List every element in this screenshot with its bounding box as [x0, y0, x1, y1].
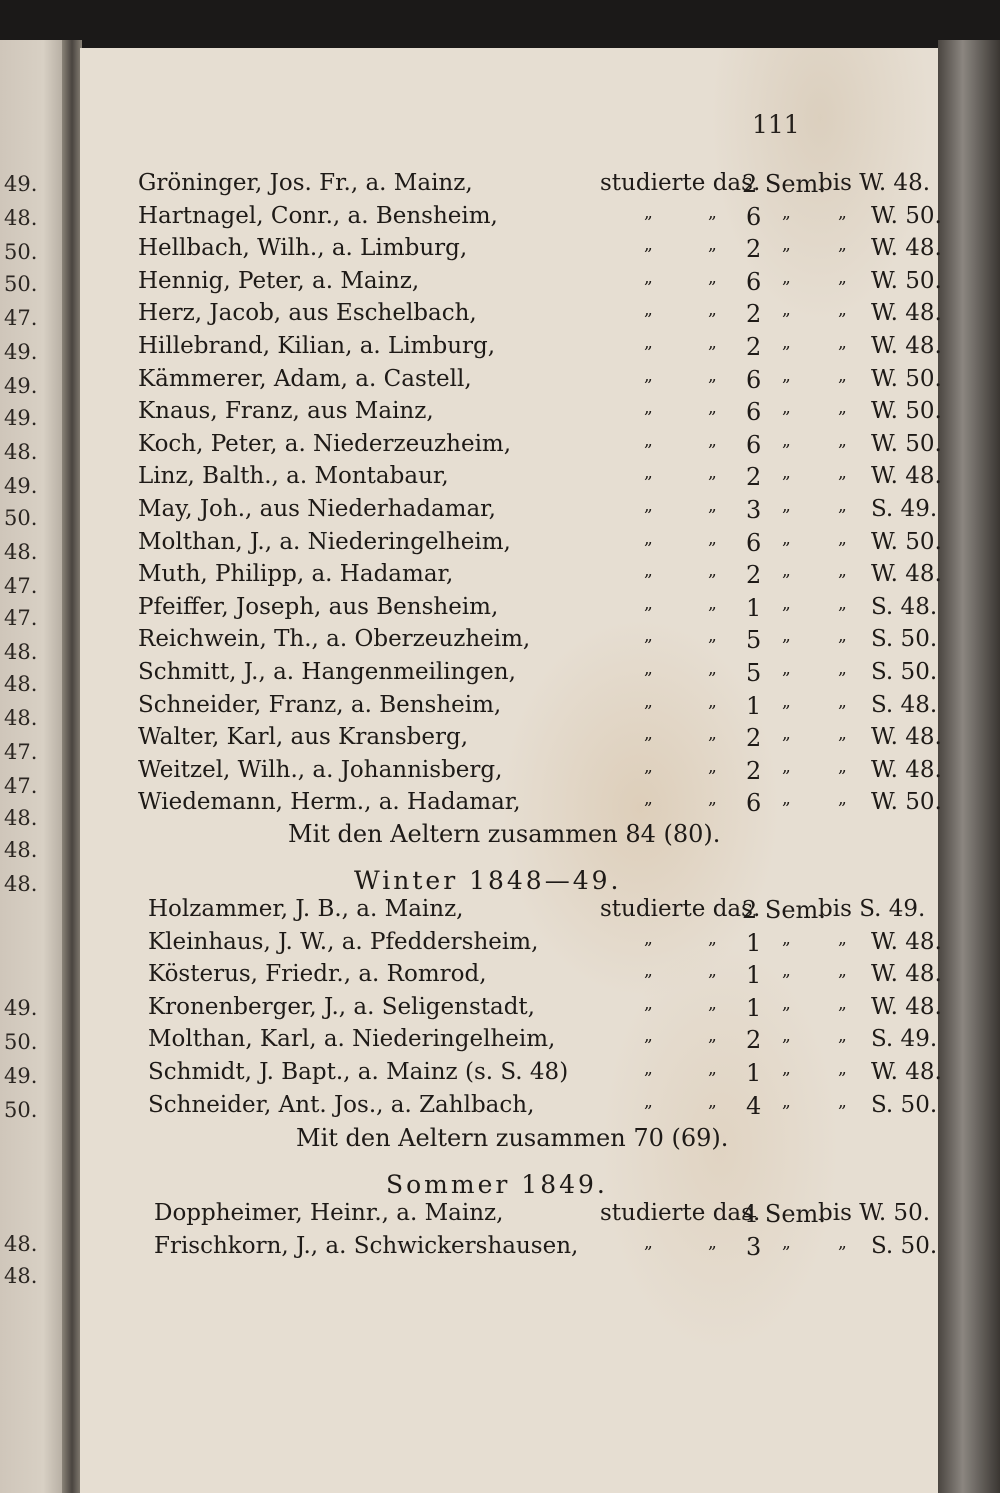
until-term: S. 50.	[871, 659, 938, 685]
facing-page-number: 49.	[4, 1064, 38, 1088]
ditto-mark: „	[708, 430, 717, 451]
ditto-mark: „	[644, 496, 653, 516]
student-name: Frischkorn, J., a. Schwickershausen,	[154, 1233, 579, 1259]
facing-page-number: 50.	[4, 272, 38, 296]
register-entry	[138, 235, 942, 267]
facing-page-number: 48.	[4, 640, 38, 664]
until-term: bis S. 49.	[818, 896, 926, 922]
ditto-mark: „	[838, 993, 847, 1014]
ditto-mark: „	[782, 928, 791, 949]
ditto-mark: „	[782, 961, 791, 982]
student-name: Hartnagel, Conr., a. Bensheim,	[138, 202, 498, 229]
until-term: W. 50.	[871, 430, 942, 457]
ditto-mark: „	[782, 756, 791, 777]
facing-page-number: 49.	[4, 406, 38, 430]
ditto-mark: „	[708, 267, 717, 288]
ditto-mark: „	[644, 928, 653, 949]
ditto-mark: „	[838, 659, 847, 679]
ditto-mark: „	[838, 961, 847, 982]
ditto-mark: „	[782, 993, 791, 1014]
ditto-mark: „	[838, 724, 847, 745]
student-name: Walter, Karl, aus Kransberg,	[138, 724, 469, 751]
ditto-mark: „	[838, 463, 847, 484]
facing-page-number: 48.	[4, 1232, 38, 1256]
summary-section2: Mit den Aeltern zusammen 70 (69).	[296, 1124, 729, 1152]
student-name: Koch, Peter, a. Niederzeuzheim,	[138, 430, 512, 457]
facing-page-number: 49.	[4, 340, 38, 364]
studied-label: studierte das.	[600, 170, 761, 196]
semesters: 2 Sem.	[742, 170, 826, 198]
ditto-mark: „	[644, 993, 653, 1014]
register-entry	[138, 593, 938, 626]
ditto-mark: „	[838, 691, 847, 712]
semesters: 6	[746, 202, 762, 231]
until-term: W. 48.	[871, 993, 942, 1020]
student-name: Kösterus, Friedr., a. Romrod,	[148, 961, 487, 988]
facing-page-number: 47.	[4, 574, 38, 598]
student-name: Doppheimer, Heinr., a. Mainz,	[154, 1200, 504, 1226]
facing-page-number: 48.	[4, 838, 38, 862]
student-name: Holzammer, J. B., a. Mainz,	[148, 896, 464, 922]
ditto-mark: „	[708, 1091, 717, 1112]
ditto-mark: „	[782, 202, 791, 223]
ditto-mark: „	[838, 267, 847, 288]
semesters: 2	[746, 235, 762, 264]
ditto-mark: „	[838, 365, 847, 386]
until-term: W. 48.	[871, 724, 942, 751]
ditto-mark: „	[708, 561, 717, 582]
semesters: 6	[746, 365, 762, 394]
student-name: Molthan, J., a. Niederingelheim,	[138, 528, 511, 555]
ditto-mark: „	[644, 561, 653, 582]
until-term: W. 50.	[871, 789, 942, 816]
ditto-mark: „	[708, 1026, 717, 1047]
ditto-mark: „	[782, 659, 791, 679]
semesters: 4 Sem.	[742, 1200, 826, 1228]
ditto-mark: „	[782, 691, 791, 712]
ditto-mark: „	[782, 724, 791, 745]
student-name: Schmidt, J. Bapt., a. Mainz (s. S. 48)	[148, 1059, 569, 1085]
register-entry	[138, 365, 942, 398]
register-entry	[148, 1026, 938, 1058]
register-entry	[138, 398, 942, 430]
ditto-mark: „	[644, 659, 653, 679]
student-name: Hillebrand, Kilian, a. Limburg,	[138, 333, 496, 359]
ditto-mark: „	[838, 528, 847, 549]
ditto-mark: „	[708, 235, 717, 256]
ditto-mark: „	[782, 1026, 791, 1047]
facing-page-number: 50.	[4, 1098, 38, 1122]
register-entry	[148, 993, 942, 1026]
until-term: W. 48.	[871, 333, 942, 359]
ditto-mark: „	[708, 593, 717, 614]
semesters: 5	[746, 659, 762, 687]
student-name: Reichwein, Th., a. Oberzeuzheim,	[138, 626, 531, 653]
ditto-mark: „	[644, 365, 653, 386]
ditto-mark: „	[838, 593, 847, 614]
until-term: S. 50.	[871, 1233, 938, 1259]
facing-page-number: 48.	[4, 806, 38, 830]
until-term: W. 50.	[871, 365, 942, 392]
ditto-mark: „	[644, 691, 653, 712]
semesters: 6	[746, 528, 762, 557]
until-term: W. 48.	[871, 300, 942, 327]
register-entry	[138, 496, 938, 528]
semesters: 2	[746, 300, 762, 329]
ditto-mark: „	[644, 463, 653, 484]
ditto-mark: „	[644, 961, 653, 982]
semesters: 3	[746, 1233, 762, 1261]
facing-page-number: 48.	[4, 706, 38, 730]
ditto-mark: „	[782, 496, 791, 516]
ditto-mark: „	[644, 1026, 653, 1047]
ditto-mark: „	[644, 626, 653, 647]
ditto-mark: „	[782, 593, 791, 614]
ditto-mark: „	[838, 626, 847, 647]
student-name: Schneider, Franz, a. Bensheim,	[138, 691, 502, 718]
ditto-mark: „	[782, 333, 791, 353]
student-name: Molthan, Karl, a. Niederingelheim,	[148, 1026, 556, 1053]
ditto-mark: „	[708, 300, 717, 321]
facing-page-number: 49.	[4, 374, 38, 398]
until-term: W. 48.	[871, 756, 942, 783]
ditto-mark: „	[708, 928, 717, 949]
ditto-mark: „	[838, 1233, 847, 1253]
student-name: Herz, Jacob, aus Eschelbach,	[138, 300, 477, 327]
scan-background-top	[0, 0, 1000, 46]
ditto-mark: „	[782, 789, 791, 810]
ditto-mark: „	[708, 756, 717, 777]
ditto-mark: „	[782, 561, 791, 582]
facing-page-number: 49.	[4, 474, 38, 498]
facing-page-number: 48.	[4, 672, 38, 696]
until-term: W. 48.	[871, 928, 942, 955]
register-entry	[138, 463, 942, 495]
student-name: Schmitt, J., a. Hangenmeilingen,	[138, 659, 516, 685]
ditto-mark: „	[782, 365, 791, 386]
register-entry	[138, 691, 938, 724]
ditto-mark: „	[708, 659, 717, 679]
ditto-mark: „	[708, 724, 717, 745]
ditto-mark: „	[838, 1091, 847, 1112]
facing-page-number: 48.	[4, 540, 38, 564]
ditto-mark: „	[782, 1059, 791, 1079]
register-entry	[138, 659, 938, 691]
semesters: 6	[746, 789, 762, 818]
student-name: Muth, Philipp, a. Hadamar,	[138, 561, 454, 588]
until-term: S. 48.	[871, 593, 938, 620]
ditto-mark: „	[644, 1233, 653, 1253]
student-name: Kleinhaus, J. W., a. Pfeddersheim,	[148, 928, 539, 955]
facing-page-number: 48.	[4, 440, 38, 464]
facing-page-number: 47.	[4, 306, 38, 330]
semesters: 6	[746, 430, 762, 459]
register-entry	[148, 1091, 938, 1124]
semesters: 6	[746, 267, 762, 296]
ditto-mark: „	[708, 626, 717, 647]
student-name: Gröninger, Jos. Fr., a. Mainz,	[138, 170, 473, 196]
ditto-mark: „	[644, 333, 653, 353]
semesters: 2	[746, 561, 762, 590]
student-name: Kronenberger, J., a. Seligenstadt,	[148, 993, 535, 1020]
until-term: W. 48.	[871, 1059, 942, 1085]
studied-label: studierte das.	[600, 896, 761, 922]
until-term: W. 48.	[871, 561, 942, 588]
ditto-mark: „	[708, 1233, 717, 1253]
ditto-mark: „	[838, 235, 847, 256]
semesters: 2 Sem.	[742, 896, 826, 924]
summary-section1: Mit den Aeltern zusammen 84 (80).	[288, 820, 721, 848]
student-name: Linz, Balth., a. Montabaur,	[138, 463, 449, 490]
semesters: 1	[746, 928, 762, 957]
student-name: Hellbach, Wilh., a. Limburg,	[138, 235, 468, 262]
ditto-mark: „	[708, 398, 717, 419]
semesters: 3	[746, 496, 762, 524]
until-term: S. 48.	[871, 691, 938, 718]
ditto-mark: „	[644, 300, 653, 321]
semesters: 2	[746, 333, 762, 361]
semesters: 2	[746, 724, 762, 753]
ditto-mark: „	[708, 365, 717, 386]
ditto-mark: „	[644, 398, 653, 419]
facing-page-number: 48.	[4, 1264, 38, 1288]
facing-page-number: 50.	[4, 506, 38, 530]
heading-winter: Winter 1848—49.	[354, 866, 622, 895]
ditto-mark: „	[838, 1026, 847, 1047]
until-term: S. 49.	[871, 1026, 938, 1053]
until-term: W. 50.	[871, 398, 942, 425]
ditto-mark: „	[838, 430, 847, 451]
ditto-mark: „	[782, 463, 791, 484]
ditto-mark: „	[782, 235, 791, 256]
facing-page-number: 47.	[4, 606, 38, 630]
semesters: 1	[746, 961, 762, 990]
ditto-mark: „	[644, 789, 653, 810]
ditto-mark: „	[644, 756, 653, 777]
ditto-mark: „	[782, 528, 791, 549]
until-term: bis W. 48.	[818, 170, 931, 196]
student-name: Schneider, Ant. Jos., a. Zahlbach,	[148, 1091, 535, 1118]
facing-page-number: 48.	[4, 206, 38, 230]
until-term: S. 50.	[871, 626, 938, 653]
student-name: Wiedemann, Herm., a. Hadamar,	[138, 789, 521, 816]
register-entry	[154, 1233, 938, 1265]
facing-page-number: 47.	[4, 774, 38, 798]
register-entry	[138, 756, 942, 789]
semesters: 4	[746, 1091, 762, 1120]
register-entry	[138, 724, 942, 756]
until-term: S. 49.	[871, 496, 938, 522]
register-entry	[138, 170, 931, 202]
ditto-mark: „	[708, 496, 717, 516]
ditto-mark: „	[644, 724, 653, 745]
ditto-mark: „	[644, 593, 653, 614]
student-name: May, Joh., aus Niederhadamar,	[138, 496, 496, 522]
facing-page-number: 49.	[4, 996, 38, 1020]
ditto-mark: „	[644, 202, 653, 223]
ditto-mark: „	[644, 1059, 653, 1079]
page-number: 111	[752, 110, 800, 139]
ditto-mark: „	[838, 561, 847, 582]
book-cover-edge	[938, 40, 1000, 1493]
until-term: W. 50.	[871, 528, 942, 555]
ditto-mark: „	[708, 1059, 717, 1079]
register-entry	[138, 333, 942, 365]
ditto-mark: „	[644, 528, 653, 549]
student-name: Hennig, Peter, a. Mainz,	[138, 267, 420, 294]
register-entry	[138, 300, 942, 332]
ditto-mark: „	[782, 267, 791, 288]
until-term: W. 48.	[871, 235, 942, 262]
facing-page-number: 48.	[4, 872, 38, 896]
ditto-mark: „	[782, 626, 791, 647]
ditto-mark: „	[708, 463, 717, 484]
register-entry	[148, 1059, 942, 1091]
register-entry	[154, 1200, 931, 1232]
student-name: Kämmerer, Adam, a. Castell,	[138, 365, 472, 392]
ditto-mark: „	[708, 333, 717, 353]
ditto-mark: „	[782, 398, 791, 419]
semesters: 2	[746, 756, 762, 785]
semesters: 1	[746, 1059, 762, 1087]
ditto-mark: „	[782, 1233, 791, 1253]
ditto-mark: „	[708, 202, 717, 223]
until-term: W. 50.	[871, 202, 942, 229]
facing-page-number: 50.	[4, 240, 38, 264]
ditto-mark: „	[708, 961, 717, 982]
facing-page-number: 49.	[4, 172, 38, 196]
ditto-mark: „	[838, 496, 847, 516]
register-entry	[138, 528, 942, 561]
register-entry	[148, 928, 942, 961]
ditto-mark: „	[644, 235, 653, 256]
ditto-mark: „	[838, 756, 847, 777]
register-entry	[148, 961, 942, 993]
semesters: 1	[746, 691, 762, 720]
ditto-mark: „	[708, 789, 717, 810]
ditto-mark: „	[838, 300, 847, 321]
until-term: W. 48.	[871, 463, 942, 490]
register-entry	[138, 267, 942, 300]
facing-page-number: 50.	[4, 1030, 38, 1054]
register-entry	[138, 202, 942, 235]
ditto-mark: „	[838, 333, 847, 353]
semesters: 1	[746, 993, 762, 1022]
ditto-mark: „	[708, 993, 717, 1014]
semesters: 6	[746, 398, 762, 427]
until-term: W. 48.	[871, 961, 942, 988]
ditto-mark: „	[838, 789, 847, 810]
student-name: Pfeiffer, Joseph, aus Bensheim,	[138, 593, 499, 620]
ditto-mark: „	[708, 691, 717, 712]
studied-label: studierte das.	[600, 1200, 761, 1226]
facing-page-number: 47.	[4, 740, 38, 764]
ditto-mark: „	[782, 300, 791, 321]
semesters: 1	[746, 593, 762, 622]
register-entry	[148, 896, 926, 928]
semesters: 2	[746, 463, 762, 492]
register-entry	[138, 626, 938, 658]
student-name: Knaus, Franz, aus Mainz,	[138, 398, 434, 425]
ditto-mark: „	[838, 398, 847, 419]
ditto-mark: „	[838, 1059, 847, 1079]
ditto-mark: „	[782, 1091, 791, 1112]
ditto-mark: „	[644, 1091, 653, 1112]
ditto-mark: „	[838, 928, 847, 949]
register-entry	[138, 430, 942, 463]
until-term: S. 50.	[871, 1091, 938, 1118]
ditto-mark: „	[782, 430, 791, 451]
book-gutter	[62, 40, 82, 1493]
ditto-mark: „	[644, 430, 653, 451]
ditto-mark: „	[708, 528, 717, 549]
heading-sommer: Sommer 1849.	[386, 1170, 608, 1199]
student-name: Weitzel, Wilh., a. Johannisberg,	[138, 756, 503, 783]
ditto-mark: „	[644, 267, 653, 288]
register-entry	[138, 561, 942, 593]
until-term: bis W. 50.	[818, 1200, 931, 1226]
ditto-mark: „	[838, 202, 847, 223]
register-entry	[138, 789, 942, 821]
semesters: 5	[746, 626, 762, 655]
semesters: 2	[746, 1026, 762, 1055]
until-term: W. 50.	[871, 267, 942, 294]
